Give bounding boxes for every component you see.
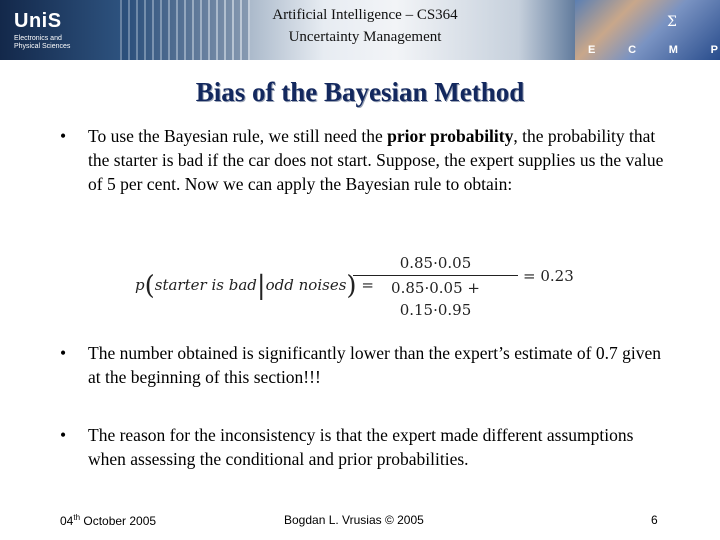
page-number: 6 [651, 513, 658, 527]
formula-numerator: 0.85·0.05 [399, 254, 472, 272]
date-suffix: th [73, 513, 81, 522]
formula-paren: ( [144, 271, 155, 301]
building-image [120, 0, 250, 60]
course-title: Artificial Intelligence – CS364 [272, 7, 458, 23]
bullet-prior-probability [60, 124, 670, 196]
formula-denominator: 0.85·0.05 + 0.15·0.95 [391, 279, 480, 319]
bullet-text [88, 124, 670, 196]
logo-text: UniS [14, 10, 62, 32]
ecmp-letter: P [710, 44, 718, 56]
ecmp-letters [588, 44, 718, 56]
formula-event: starter is bad [154, 276, 257, 294]
bullet-text-part: To use the Bayesian rule, we still need the [88, 126, 388, 146]
date-rest: October 2005 [80, 514, 157, 528]
ecmp-letter: E [588, 44, 596, 56]
bullet-text-part: , the probability that the starter is bad if the car does not start. Suppose, the expert supplies us the value of 5 per cent. Now we can apply the Bayesian rule to obtain: [88, 126, 664, 194]
formula-fraction [353, 252, 518, 319]
formula-equals: = [356, 276, 374, 294]
bullet-text: The reason for the inconsistency is that the expert made different assumptions when assessing the conditional and prior probabilities. [88, 425, 634, 469]
formula-lhs [135, 267, 374, 301]
fraction-bar [353, 275, 518, 276]
bullet-inconsistency [60, 423, 670, 471]
footer-date [60, 513, 156, 528]
bullet-icon: • [60, 126, 67, 146]
logo-subtitle-line1: Electronics and [14, 35, 62, 42]
formula-paren: ) [346, 271, 357, 301]
bullet-icon: • [60, 343, 67, 363]
ecmp-letter: C [628, 44, 637, 56]
slide-header [0, 0, 720, 60]
logo-subtitle [14, 35, 70, 51]
date-day: 04 [60, 514, 74, 528]
bullet-icon: • [60, 425, 67, 445]
formula-given-bar: | [256, 271, 266, 301]
footer-author: Bogdan L. Vrusias © 2005 [284, 513, 424, 527]
logo-subtitle-line2: Physical Sciences [14, 43, 71, 50]
formula-result: = 0.23 [523, 267, 574, 285]
formula-condition: odd noises [265, 276, 347, 294]
module-title: Uncertainty Management [288, 29, 442, 45]
bold-term: prior probability [387, 126, 514, 146]
formula-p: p [135, 276, 145, 294]
slide-title: Bias of the Bayesian Method [195, 77, 525, 107]
unis-logo [14, 10, 70, 51]
bullet-text: The number obtained is significantly lower than the expert’s estimate of 0.7 given at the beginning of this section!!! [88, 343, 661, 387]
bullet-result-lower [60, 341, 670, 389]
sigma-icon: Σ [667, 14, 677, 30]
ecmp-letter: M [668, 44, 678, 56]
